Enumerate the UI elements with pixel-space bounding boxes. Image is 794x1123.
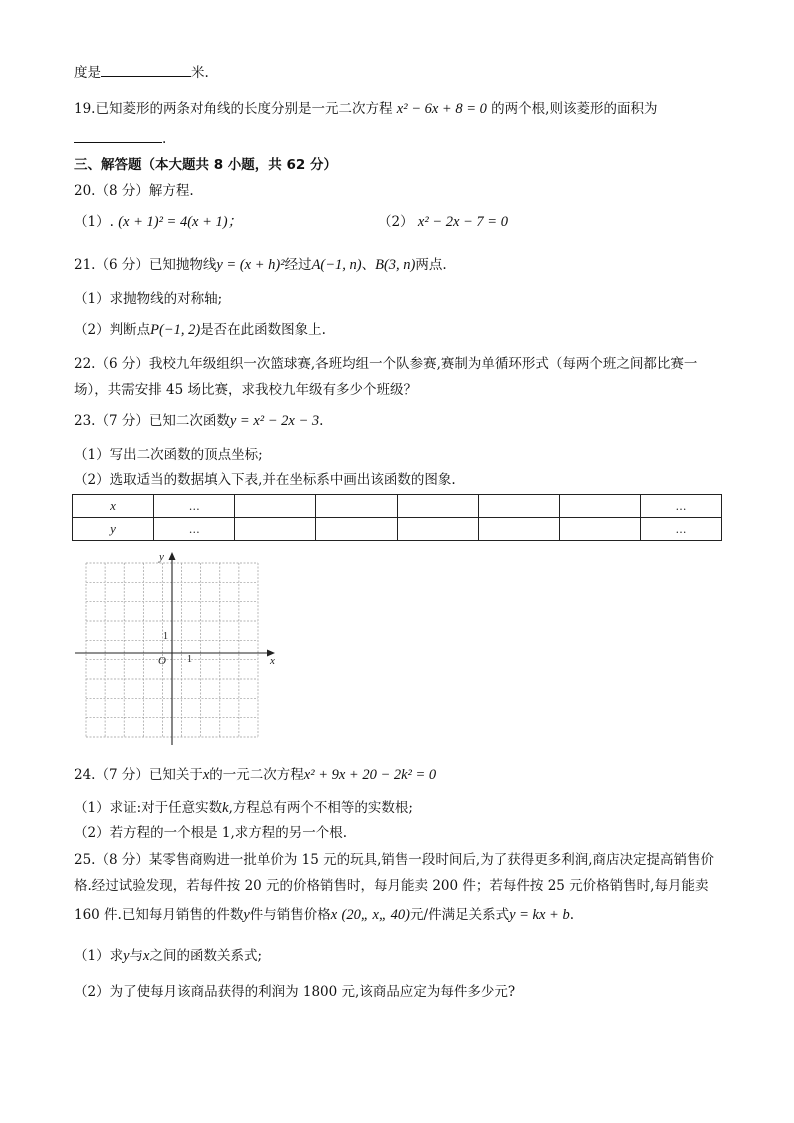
x-axis-label: x <box>270 655 275 667</box>
q25-range: (20„ x„ 40) <box>341 907 411 923</box>
table-cell <box>397 518 478 541</box>
q25-equation: y = kx + b <box>509 907 570 923</box>
table-cell <box>478 518 559 541</box>
table-row-y <box>73 518 722 541</box>
q23-part1: （1）写出二次函数的顶点坐标; <box>74 447 263 463</box>
section-heading: 三、解答题（本大题共 8 小题，共 62 分） <box>74 157 337 173</box>
q22-line1: 22.（6 分）我校九年级组织一次篮球赛,各班均组一个队参赛,赛制为单循环形式（每两个班之间都比赛一 <box>74 356 698 372</box>
value-table <box>72 494 722 541</box>
q21-sep: 、 <box>361 257 376 273</box>
q24-variable: x <box>202 767 210 783</box>
q25-variable-x: x <box>330 907 338 923</box>
q25-line3 <box>74 906 574 924</box>
q24-stem <box>74 766 436 784</box>
q20-part2-equation: x² − 2x − 7 = 0 <box>417 214 508 230</box>
q24-text-mid: 的一元二次方程 <box>209 767 304 783</box>
table-cell <box>235 495 316 518</box>
q24-text: 24.（7 分）已知关于 <box>74 767 203 783</box>
table-cell: … <box>640 495 721 518</box>
table-cell <box>235 518 316 541</box>
q25-text-mid: 件与销售价格 <box>249 907 331 923</box>
question-19 <box>74 100 657 118</box>
q21-point-b: B(3, n) <box>375 257 416 273</box>
q20-part2-label: （2） <box>378 214 414 230</box>
coordinate-grid-svg <box>72 548 282 748</box>
q25-part1-x: x <box>143 948 150 964</box>
y-axis-label: y <box>159 551 164 563</box>
q25-text: 160 件.已知每月销售的件数 <box>74 907 244 923</box>
q21-point-a: A(−1, n) <box>311 257 362 273</box>
q25-text-mid2: 元/件满足关系式 <box>410 907 510 923</box>
y-axis-arrow <box>169 552 176 560</box>
q21-point-p: P(−1, 2) <box>150 322 201 338</box>
q20-part2 <box>378 213 508 231</box>
q22-line2: 场），共需安排 45 场比赛，求我校九年级有多少个班级？ <box>74 382 418 398</box>
q25-part1-y: y <box>123 948 130 964</box>
q25-part1 <box>74 947 262 965</box>
table-cell <box>316 518 397 541</box>
q23-end: . <box>319 413 324 429</box>
q24-part1 <box>74 799 413 817</box>
table-cell: x <box>73 495 154 518</box>
q18-prefix: 度是 <box>74 65 101 81</box>
table-cell: y <box>73 518 154 541</box>
q20-part1-equation: (x + 1)² = 4(x + 1)； <box>118 214 243 230</box>
q21-text-end: 两点. <box>415 257 447 273</box>
table-cell <box>559 495 640 518</box>
q21-text: 21.（6 分）已知抛物线 <box>74 257 217 273</box>
answer-blank <box>101 76 191 77</box>
q24-part1-text-after: ,方程总有两个不相等的实数根; <box>228 800 413 816</box>
q23-text: 23.（7 分）已知二次函数 <box>74 413 230 429</box>
q25-line1: 25.（8 分）某零售商购进一批单价为 15 元的玩具,销售一段时间后,为了获得更多利润,商店决定提高销售价 <box>74 852 714 868</box>
q25-part1-text: （1）求 <box>74 948 124 964</box>
q23-equation: y = x² − 2x − 3 <box>229 413 320 429</box>
q18-tail <box>74 64 209 82</box>
q24-part1-variable: k <box>222 800 229 816</box>
q19-answer-line <box>74 130 166 148</box>
coordinate-grid <box>72 548 282 748</box>
q19-end: . <box>162 131 167 147</box>
q20-stem: 20.（8 分）解方程. <box>74 183 194 199</box>
q25-part1-text-after: 之间的函数关系式; <box>149 948 263 964</box>
q24-part2: （2）若方程的一个根是 1,求方程的另一个根. <box>74 825 348 841</box>
q21-equation: y = (x + h)² <box>216 257 285 273</box>
y-tick-label: 1 <box>163 631 168 642</box>
q18-suffix: 米. <box>191 65 209 81</box>
table-cell <box>559 518 640 541</box>
x-tick-label: 1 <box>187 654 192 665</box>
q20-part1-label: （1）. <box>74 214 114 230</box>
q19-text: 19.已知菱形的两条对角线的长度分别是一元二次方程 <box>74 101 393 117</box>
q23-part2: （2）选取适当的数据填入下表,并在坐标系中画出该函数的图象. <box>74 472 456 488</box>
q24-equation: x² + 9x + 20 − 2k² = 0 <box>303 767 437 783</box>
q21-part1: （1）求抛物线的对称轴; <box>74 291 223 307</box>
table-cell <box>397 495 478 518</box>
q23-stem <box>74 412 323 430</box>
q25-part2: （2）为了使每月该商品获得的利润为 1800 元,该商品应定为每件多少元? <box>74 984 516 1000</box>
table-cell <box>316 495 397 518</box>
table-cell: … <box>154 495 235 518</box>
q21-part2-text-after: 是否在此函数图象上. <box>200 322 326 338</box>
table-cell <box>478 495 559 518</box>
q25-line2: 格.经过试验发现，若每件按 20 元的价格销售时，每月能卖 200 件；若每件按 25 元价格销售时,每月能卖 <box>74 878 709 894</box>
q20-part1 <box>74 213 242 231</box>
q21-part2-text: （2）判断点 <box>74 322 151 338</box>
q21-part2 <box>74 321 326 339</box>
table-cell: … <box>154 518 235 541</box>
q19-equation: x² − 6x + 8 = 0 <box>396 101 487 117</box>
table-row-x <box>73 495 722 518</box>
q21-text-mid: 经过 <box>284 257 312 273</box>
q25-part1-mid: 与 <box>129 948 144 964</box>
table-cell: … <box>640 518 721 541</box>
q25-end: . <box>569 907 575 923</box>
q25-variable-y: y <box>243 907 250 923</box>
q19-text-after: 的两个根,则该菱形的面积为 <box>491 101 658 117</box>
answer-blank <box>74 142 162 143</box>
origin-label: O <box>158 655 166 667</box>
q21-stem <box>74 256 447 274</box>
q24-part1-text: （1）求证:对于任意实数 <box>74 800 223 816</box>
